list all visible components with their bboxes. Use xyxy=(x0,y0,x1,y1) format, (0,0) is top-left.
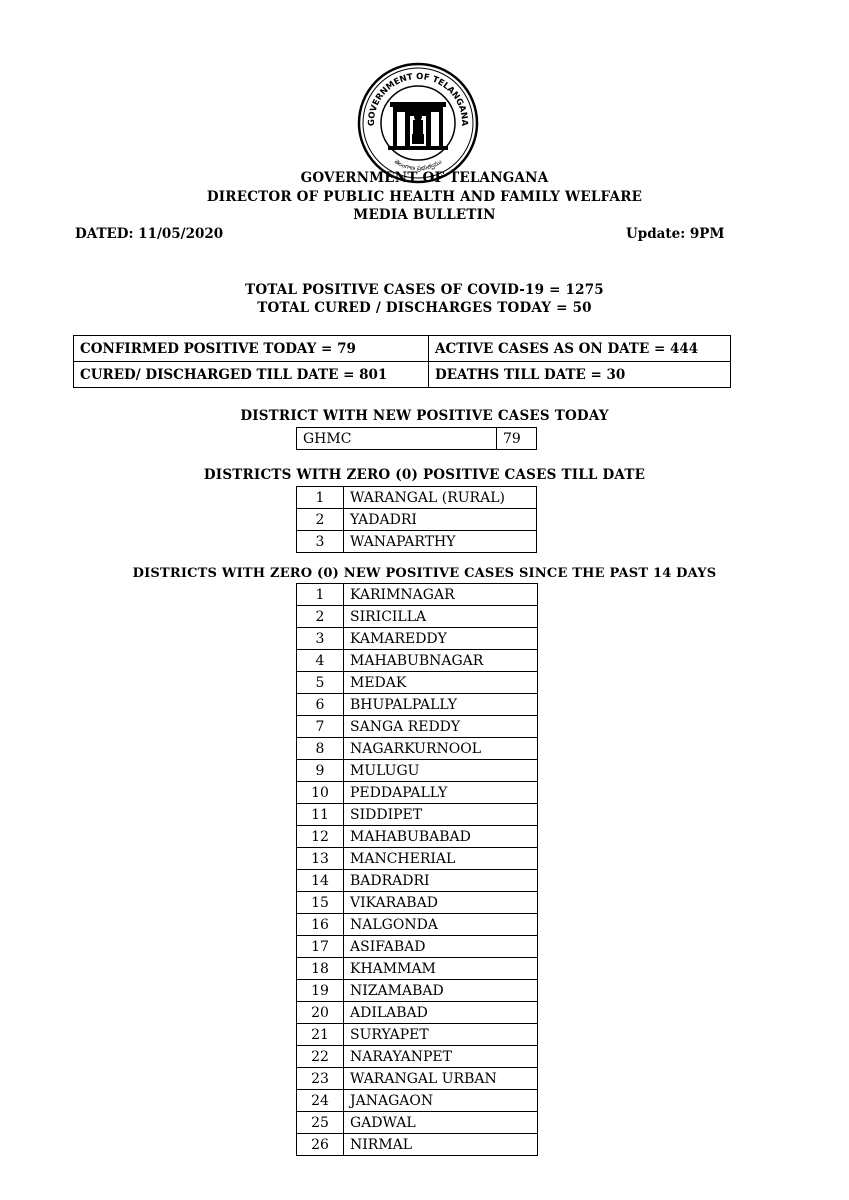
serial-cell: 17 xyxy=(297,936,344,958)
district-cell: ADILABAD xyxy=(344,1002,538,1024)
district-cell: KHAMMAM xyxy=(344,958,538,980)
table-row xyxy=(74,362,731,388)
district-cell: MEDAK xyxy=(344,672,538,694)
serial-cell: 23 xyxy=(297,1068,344,1090)
table-row xyxy=(297,848,538,870)
table-row xyxy=(297,606,538,628)
serial-cell: 2 xyxy=(297,606,344,628)
zero-14-days-table xyxy=(296,583,538,1156)
table-row xyxy=(297,1002,538,1024)
district-cell: WANAPARTHY xyxy=(344,531,537,553)
table-row xyxy=(297,958,538,980)
serial-cell: 11 xyxy=(297,804,344,826)
serial-cell: 22 xyxy=(297,1046,344,1068)
table-row xyxy=(297,760,538,782)
district-cell: WARANGAL (RURAL) xyxy=(344,487,537,509)
district-cell: WARANGAL URBAN xyxy=(344,1068,538,1090)
district-cell: PEDDAPALLY xyxy=(344,782,538,804)
table-row xyxy=(297,672,538,694)
new-cases-table xyxy=(296,427,537,450)
district-cell: MAHABUBABAD xyxy=(344,826,538,848)
district-cell: NAGARKURNOOL xyxy=(344,738,538,760)
district-cell: BADRADRI xyxy=(344,870,538,892)
serial-cell: 25 xyxy=(297,1112,344,1134)
table-row xyxy=(297,892,538,914)
total-cured-today: TOTAL CURED / DISCHARGES TODAY = 50 xyxy=(257,300,592,316)
table-row xyxy=(297,1046,538,1068)
table-row xyxy=(297,1112,538,1134)
confirmed-today-cell: CONFIRMED POSITIVE TODAY = 79 xyxy=(74,336,429,362)
district-cell: MANCHERIAL xyxy=(344,848,538,870)
serial-cell: 5 xyxy=(297,672,344,694)
serial-cell: 2 xyxy=(297,509,344,531)
serial-cell: 24 xyxy=(297,1090,344,1112)
table-row xyxy=(297,1134,538,1156)
total-positive-cases: TOTAL POSITIVE CASES OF COVID-19 = 1275 xyxy=(245,282,604,298)
table-row xyxy=(297,738,538,760)
serial-cell: 4 xyxy=(297,650,344,672)
district-cell: KAMAREDDY xyxy=(344,628,538,650)
district-cell: NARAYANPET xyxy=(344,1046,538,1068)
district-cell: SURYAPET xyxy=(344,1024,538,1046)
table-row xyxy=(297,628,538,650)
serial-cell: 7 xyxy=(297,716,344,738)
count-cell: 79 xyxy=(497,428,537,450)
bulletin-heading: MEDIA BULLETIN xyxy=(353,207,496,223)
district-cell: JANAGAON xyxy=(344,1090,538,1112)
district-cell: GADWAL xyxy=(344,1112,538,1134)
district-cell: BHUPALPALLY xyxy=(344,694,538,716)
district-cell: KARIMNAGAR xyxy=(344,584,538,606)
zero-till-date-heading: DISTRICTS WITH ZERO (0) POSITIVE CASES TILL DATE xyxy=(203,467,646,483)
department-heading: DIRECTOR OF PUBLIC HEALTH AND FAMILY WELFARE xyxy=(206,189,643,205)
cured-till-date-cell: CURED/ DISCHARGED TILL DATE = 801 xyxy=(74,362,429,388)
table-row xyxy=(297,782,538,804)
svg-text:తెలంగాణ ప్రభుత్వము: తెలంగాణ ప్రభుత్వము xyxy=(392,158,444,173)
serial-cell: 19 xyxy=(297,980,344,1002)
district-cell: YADADRI xyxy=(344,509,537,531)
table-row xyxy=(297,936,538,958)
district-cell: NIRMAL xyxy=(344,1134,538,1156)
table-row xyxy=(297,716,538,738)
table-row xyxy=(297,980,538,1002)
district-cell: MULUGU xyxy=(344,760,538,782)
serial-cell: 1 xyxy=(297,584,344,606)
serial-cell: 8 xyxy=(297,738,344,760)
table-row xyxy=(297,1090,538,1112)
dated-label: DATED: 11/05/2020 xyxy=(75,226,224,242)
serial-cell: 12 xyxy=(297,826,344,848)
district-cell: SANGA REDDY xyxy=(344,716,538,738)
serial-cell: 18 xyxy=(297,958,344,980)
govt-heading: GOVERNMENT OF TELANGANA xyxy=(300,170,549,186)
active-cases-cell: ACTIVE CASES AS ON DATE = 444 xyxy=(429,336,731,362)
serial-cell: 26 xyxy=(297,1134,344,1156)
table-row xyxy=(297,694,538,716)
serial-cell: 16 xyxy=(297,914,344,936)
table-row xyxy=(297,1024,538,1046)
update-label: Update: 9PM xyxy=(626,226,725,242)
serial-cell: 9 xyxy=(297,760,344,782)
serial-cell: 6 xyxy=(297,694,344,716)
district-cell: ASIFABAD xyxy=(344,936,538,958)
serial-cell: 15 xyxy=(297,892,344,914)
table-row xyxy=(297,870,538,892)
district-cell: SIDDIPET xyxy=(344,804,538,826)
district-cell: NALGONDA xyxy=(344,914,538,936)
table-row xyxy=(297,804,538,826)
table-row xyxy=(297,914,538,936)
summary-stats-table xyxy=(73,335,731,388)
district-cell: GHMC xyxy=(297,428,497,450)
district-cell: MAHABUBNAGAR xyxy=(344,650,538,672)
district-cell: VIKARABAD xyxy=(344,892,538,914)
table-row xyxy=(74,336,731,362)
serial-cell: 3 xyxy=(297,531,344,553)
table-row xyxy=(297,531,537,553)
serial-cell: 10 xyxy=(297,782,344,804)
new-cases-heading: DISTRICT WITH NEW POSITIVE CASES TODAY xyxy=(240,408,609,424)
table-row xyxy=(297,650,538,672)
serial-cell: 13 xyxy=(297,848,344,870)
district-cell: SIRICILLA xyxy=(344,606,538,628)
table-row xyxy=(297,584,538,606)
zero-14-days-heading: DISTRICTS WITH ZERO (0) NEW POSITIVE CASES SINCE THE PAST 14 DAYS xyxy=(132,566,717,581)
serial-cell: 3 xyxy=(297,628,344,650)
table-row xyxy=(297,826,538,848)
table-row xyxy=(297,509,537,531)
district-cell: NIZAMABAD xyxy=(344,980,538,1002)
table-row xyxy=(297,487,537,509)
zero-till-date-table xyxy=(296,486,537,553)
svg-text:GOVERNMENT OF TELANGANA: GOVERNMENT OF TELANGANA xyxy=(366,71,470,127)
serial-cell: 1 xyxy=(297,487,344,509)
deaths-cell: DEATHS TILL DATE = 30 xyxy=(429,362,731,388)
government-seal-logo xyxy=(357,62,479,184)
table-row xyxy=(297,1068,538,1090)
serial-cell: 14 xyxy=(297,870,344,892)
serial-cell: 20 xyxy=(297,1002,344,1024)
table-row xyxy=(297,428,537,450)
serial-cell: 21 xyxy=(297,1024,344,1046)
